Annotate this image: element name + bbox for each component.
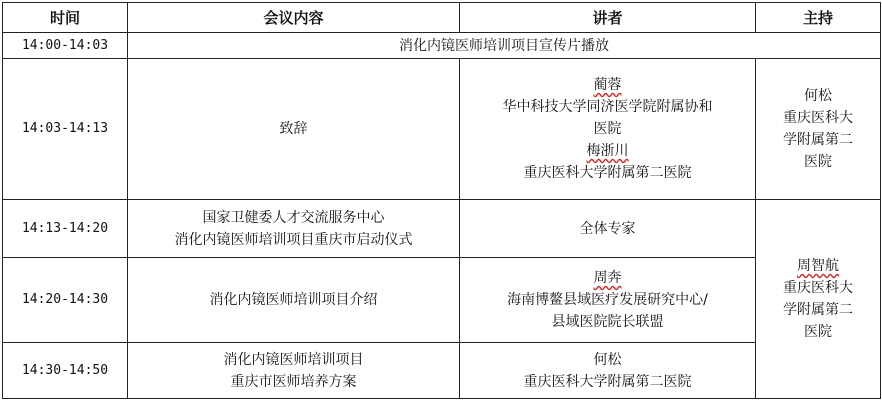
host-cell [756,59,881,200]
speaker-affiliation: 海南博鳌县域医疗发展研究中心/ [507,292,708,308]
content-cell: 消化内镜医师培训项目宣传片播放 [128,33,881,59]
content-line: 重庆市医师培养方案 [230,373,357,390]
header-time: 时间 [3,3,128,33]
speaker-affiliation: 医院 [593,121,622,137]
table-row [3,33,881,59]
host-affiliation: 学附属第二 [783,302,853,318]
content-line: 国家卫健委人才交流服务中心 [202,209,385,226]
speaker-cell [460,59,756,200]
speaker-affiliation: 县域医院院长联盟 [551,314,664,330]
content-line: 消化内镜医师培训项目重庆市启动仪式 [174,231,413,248]
table-row [3,200,881,258]
content-cell [128,200,460,258]
time-cell: 14:30-14:50 [3,343,128,399]
speaker-cell [460,258,756,343]
content-cell [128,343,460,399]
table-row [3,59,881,200]
host-affiliation: 重庆医科大 [783,110,853,126]
speaker-cell: 全体专家 [460,200,756,258]
header-content: 会议内容 [128,3,460,33]
content-line: 消化内镜医师培训项目 [223,351,364,368]
speaker-name: 何松 [593,351,622,368]
table-row [3,343,881,399]
time-cell: 14:13-14:20 [3,200,128,258]
speaker-name: 蔺蓉 [593,77,622,93]
speaker-affiliation: 华中科技大学同济医学院附属协和 [502,99,713,115]
host-name: 何松 [804,88,832,104]
host-affiliation: 医院 [804,154,832,170]
header-host: 主持 [756,3,881,33]
content-cell: 消化内镜医师培训项目介绍 [128,258,460,343]
host-affiliation: 学附属第二 [783,132,853,148]
host-cell [756,200,881,399]
speaker-cell [460,343,756,399]
time-cell: 14:20-14:30 [3,258,128,343]
speaker-affiliation: 重庆医科大学附属第二医院 [523,373,692,390]
header-row [3,3,881,33]
host-affiliation: 医院 [804,324,832,340]
time-cell: 14:00-14:03 [3,33,128,59]
speaker-affiliation: 重庆医科大学附属第二医院 [523,165,692,181]
table-row [3,258,881,343]
content-cell: 致辞 [128,59,460,200]
speaker-name: 周奔 [593,270,622,286]
header-speaker: 讲者 [460,3,756,33]
host-affiliation: 重庆医科大 [783,280,853,296]
agenda-table [2,2,881,399]
host-name: 周智航 [797,258,839,274]
time-cell: 14:03-14:13 [3,59,128,200]
speaker-name: 梅浙川 [586,143,629,159]
